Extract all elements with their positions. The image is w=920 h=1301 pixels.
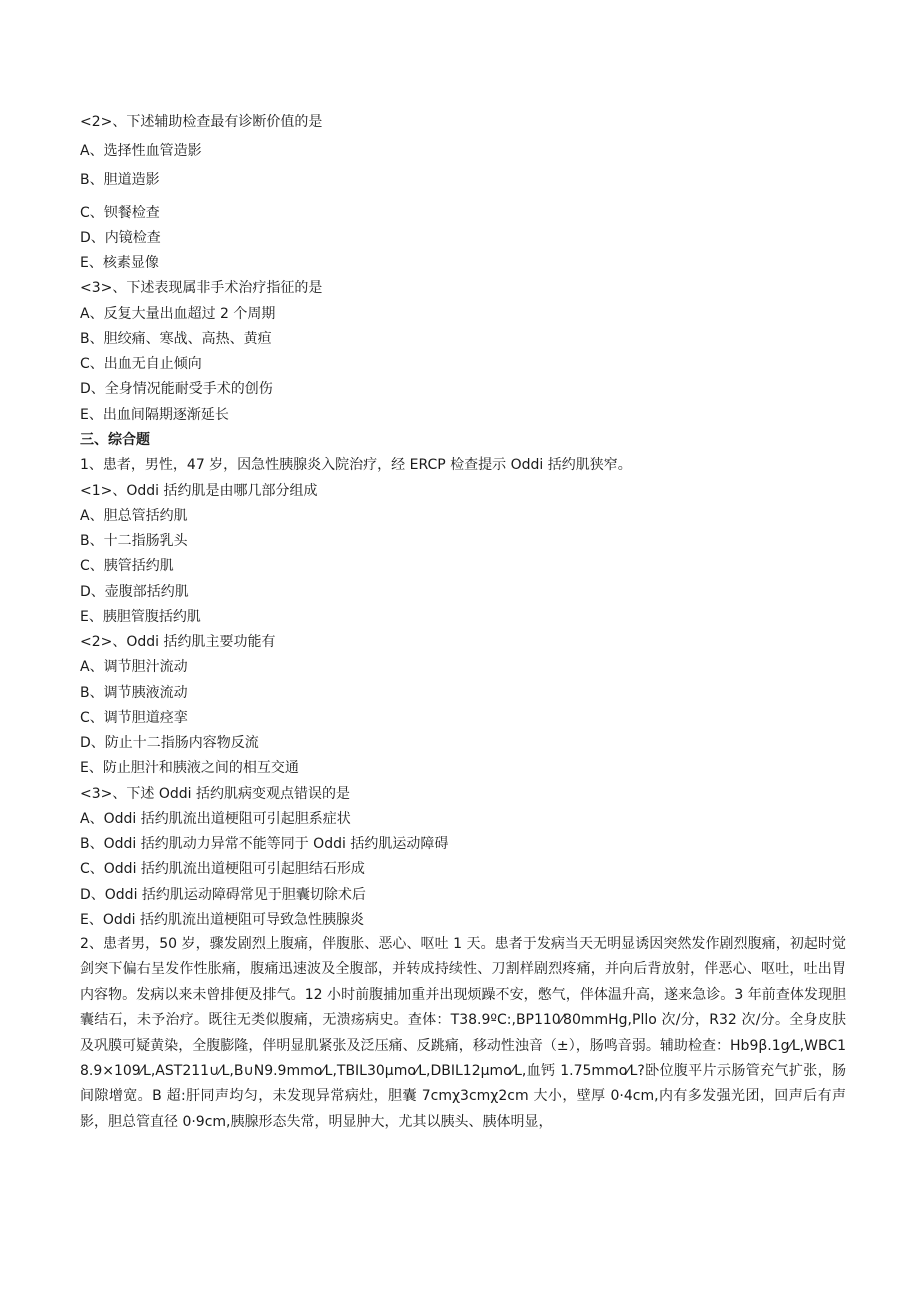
option-d: D、壶腹部括约肌 — [80, 584, 189, 600]
section-heading: 三、综合题 — [80, 432, 150, 448]
option-e: E、出血间隔期逐渐延长 — [80, 407, 229, 423]
case-2-paragraph: 2、患者男，50 岁，骤发剧烈上腹痛，伴腹胀、恶心、呕吐 1 天。患者于发病当天无明显诱因突然发作剧烈腹痛，初起时觉剑突下偏右呈发作性胀痛，腹痛迅速波及全腹部，并转成持续性、刀割样剧烈疼痛，并向后背放射，伴恶心、呕吐，吐出胃内容物。发病以来未曾排便及排气。12 小时前腹捕加重并出现烦躁不安，憋气，伴体温升高，遂来急诊。3 年前查体发现胆囊结石，未予治疗。既往无类似腹痛，无溃疡病史。查体：T38.9ºC:,BP110⁄80mmHg,Pllo 次/分，R32 次/分。全身皮肤及巩膜可疑黄染，全腹膨隆，伴明显肌紧张及泛压痛、反跳痛，移动性浊音（±），肠鸣音弱。辅助检查：Hb9β.1g⁄L,WBC18.9×109⁄L,AST211∪⁄L,B∪N9.9mmo⁄L,TBIL30μmo⁄L,DBIL12μmo⁄L,血钙 1.75mmo⁄L?卧位腹平片示肠管充气扩张，肠间隙增宽。B 超:肝同声均匀，未发现异常病灶，胆囊 7cmχ3cmχ2cm 大小，壁厚 0·4cm,内有多发强光团，回声后有声影，胆总管直径 0·9cm,胰腺形态失常，明显肿大，尤其以胰头、胰体明显， — [80, 936, 846, 1130]
option-d: D、全身情况能耐受手术的创伤 — [80, 381, 273, 397]
question-1-stem: <1>、Oddi 括约肌是由哪几部分组成 — [80, 483, 318, 499]
option-b: B、胆绞痛、寒战、高热、黄疸 — [80, 331, 272, 347]
option-d: D、Oddi 括约肌运动障碍常见于胆囊切除术后 — [80, 887, 366, 903]
case-1-intro: 1、患者，男性，47 岁，因急性胰腺炎入院治疗，经 ERCP 检查提示 Oddi 括约肌狭窄。 — [80, 457, 632, 473]
option-c: C、胰管括约肌 — [80, 558, 174, 574]
option-b: B、胆道造影 — [80, 172, 160, 188]
option-a: A、Oddi 括约肌流出道梗阻可引起胆系症状 — [80, 811, 351, 827]
question-2-stem: <2>、Oddi 括约肌主要功能有 — [80, 634, 276, 650]
option-e: E、核素显像 — [80, 255, 159, 271]
option-d: D、防止十二指肠内容物反流 — [80, 735, 259, 751]
option-b: B、调节胰液流动 — [80, 685, 188, 701]
question-2-stem: <2>、下述辅助检查最有诊断价值的是 — [80, 114, 323, 130]
option-e: E、胰胆管腹括约肌 — [80, 609, 201, 625]
option-e: E、Oddi 括约肌流出道梗阻可导致急性胰腺炎 — [80, 912, 364, 928]
option-c: C、调节胆道痉挛 — [80, 710, 188, 726]
option-c: C、钡餐检查 — [80, 205, 160, 221]
option-d: D、内镜检查 — [80, 230, 161, 246]
question-3-stem: <3>、下述 Oddi 括约肌病变观点错误的是 — [80, 786, 350, 802]
option-a: A、胆总管括约肌 — [80, 508, 188, 524]
option-b: B、Oddi 括约肌动力异常不能等同于 Oddi 括约肌运动障碍 — [80, 836, 449, 852]
option-a: A、选择性血管造影 — [80, 143, 202, 159]
option-e: E、防止胆汁和胰液之间的相互交通 — [80, 760, 299, 776]
option-b: B、十二指肠乳头 — [80, 533, 188, 549]
option-c: C、Oddi 括约肌流出道梗阻可引起胆结石形成 — [80, 861, 365, 877]
option-a: A、调节胆汁流动 — [80, 659, 188, 675]
question-3-stem: <3>、下述表现属非手术治疗指征的是 — [80, 280, 323, 296]
option-a: A、反复大量出血超过 2 个周期 — [80, 306, 276, 322]
option-c: C、出血无自止倾向 — [80, 356, 202, 372]
